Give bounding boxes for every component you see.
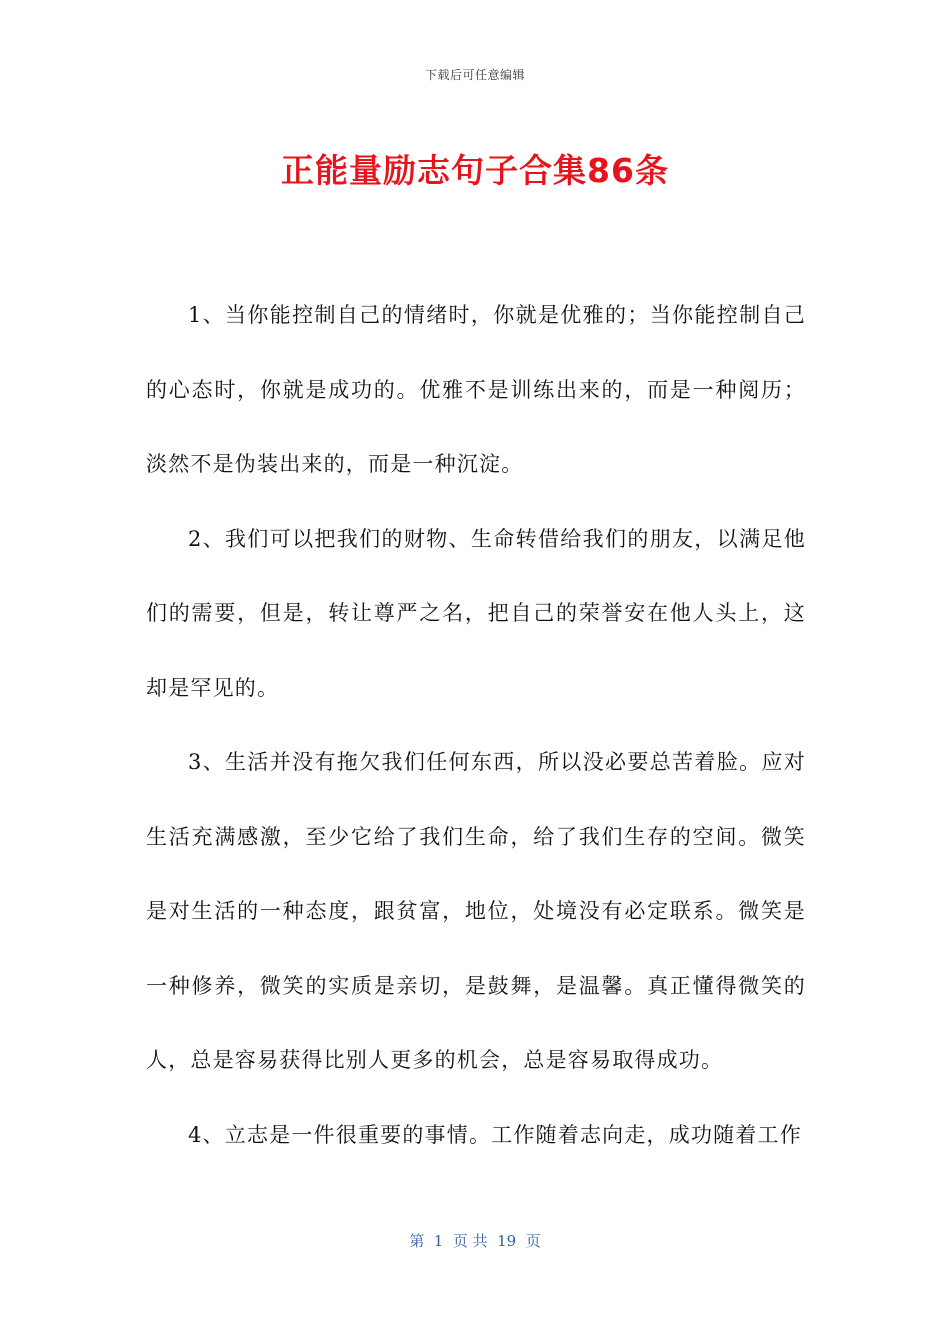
paragraph-1: 1、当你能控制自己的情绪时，你就是优雅的；当你能控制自己的心态时，你就是成功的。优雅不是训练出来的，而是一种阅历；淡然不是伪装出来的，而是一种沉淀。 — [146, 303, 806, 476]
header-note: 下载后可任意编辑 — [424, 68, 525, 82]
paragraph-3: 3、生活并没有拖欠我们任何东西，所以没必要总苦着脸。应对生活充满感激，至少它给了我们生命，给了我们生存的空间。微笑是对生活的一种态度，跟贫富，地位，处境没有必定联系。微笑是一种修养，微笑的实质是亲切，是鼓舞，是温馨。真正懂得微笑的人，总是容易获得比别人更多的机会，总是容易取得成功。 — [146, 750, 806, 1072]
paragraph-4: 4、立志是一件很重要的事情。工作随着志向走，成功随着工作 — [188, 1122, 802, 1147]
document-title: 正能量励志句子合集86条 — [281, 151, 669, 190]
page-number-footer: 第 1 页 共 19 页 — [409, 1232, 541, 1250]
document-body — [146, 278, 806, 1172]
paragraph-2: 2、我们可以把我们的财物、生命转借给我们的朋友，以满足他们的需要，但是，转让尊严之名，把自己的荣誉安在他人头上，这却是罕见的。 — [146, 526, 806, 700]
